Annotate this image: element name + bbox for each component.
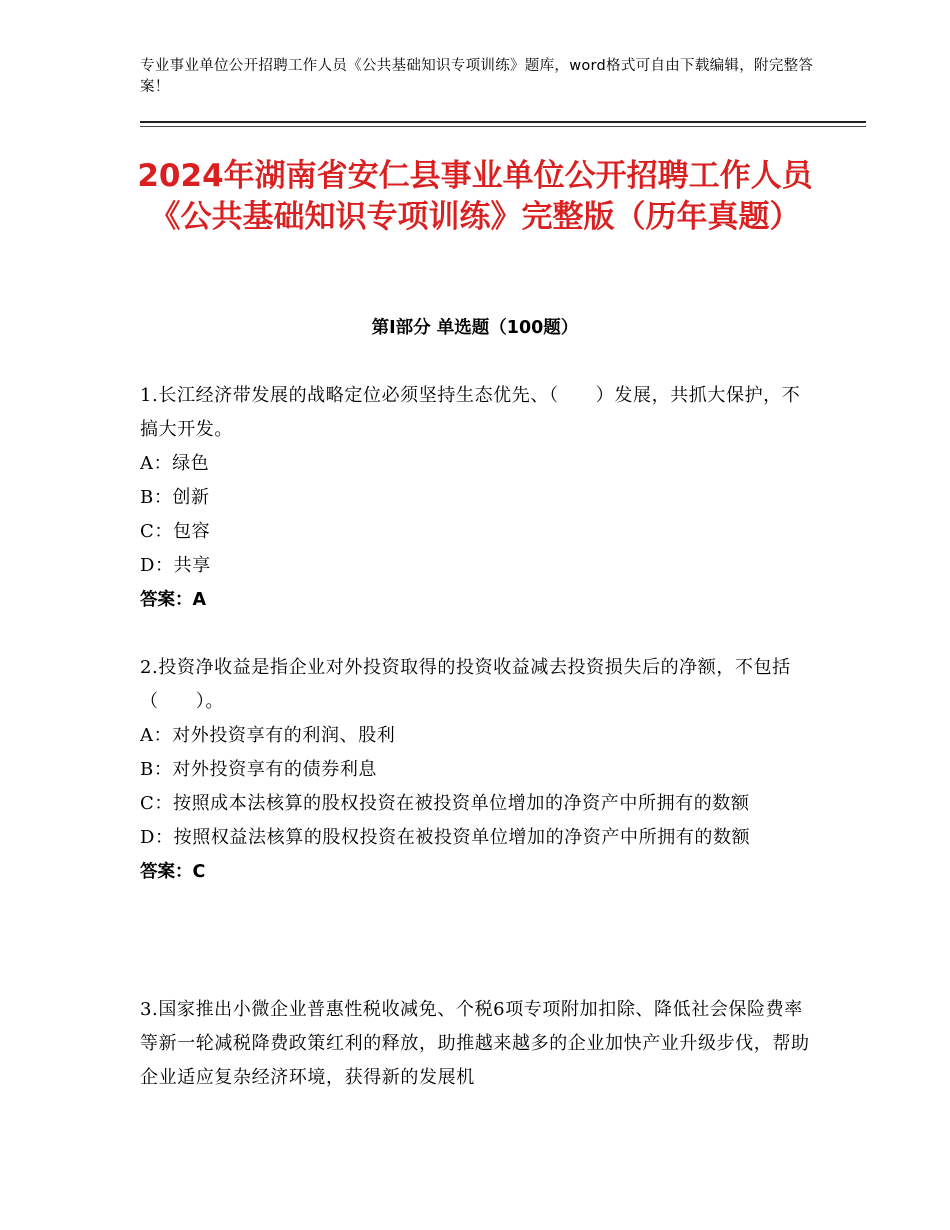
option-a: A：绿色	[140, 453, 210, 474]
question-text: 1.长江经济带发展的战略定位必须坚持生态优先、（ ）发展，共抓大保护，不搞大开发。	[140, 385, 801, 440]
question-1	[140, 379, 810, 617]
option-d: D：按照权益法核算的股权投资在被投资单位增加的净资产中所拥有的数额	[140, 827, 751, 848]
header-note: 专业事业单位公开招聘工作人员《公共基础知识专项训练》题库，word格式可自由下载编辑，附完整答案！	[140, 58, 814, 95]
option-a: A：对外投资享有的利润、股利	[140, 725, 396, 746]
option-b: B：创新	[140, 487, 210, 508]
option-c: C：按照成本法核算的股权投资在被投资单位增加的净资产中所拥有的数额	[140, 793, 750, 814]
option-c: C：包容	[140, 521, 211, 542]
question-3	[140, 993, 810, 1095]
section-title: 第Ⅰ部分 单选题（100题）	[371, 318, 579, 338]
option-d: D：共享	[140, 555, 211, 576]
answer: 答案：A	[140, 590, 207, 610]
question-text: 3.国家推出小微企业普惠性税收减免、个税6项专项附加扣除、降低社会保险费率等新一轮减税降费政策红利的释放，助推越来越多的企业加快产业升级步伐，帮助企业适应复杂经济环境，获得新的发展机	[140, 999, 810, 1088]
answer: 答案：C	[140, 862, 206, 882]
header-rule-thick	[140, 121, 866, 123]
question-2	[140, 651, 810, 889]
document-title: 2024年湖南省安仁县事业单位公开招聘工作人员《公共基础知识专项训练》完整版（历年真题）	[137, 158, 813, 235]
option-b: B：对外投资享有的债券利息	[140, 759, 378, 780]
header-rule-thin	[140, 126, 866, 127]
question-text: 2.投资净收益是指企业对外投资取得的投资收益减去投资损失后的净额，不包括（ ）。	[140, 657, 791, 712]
